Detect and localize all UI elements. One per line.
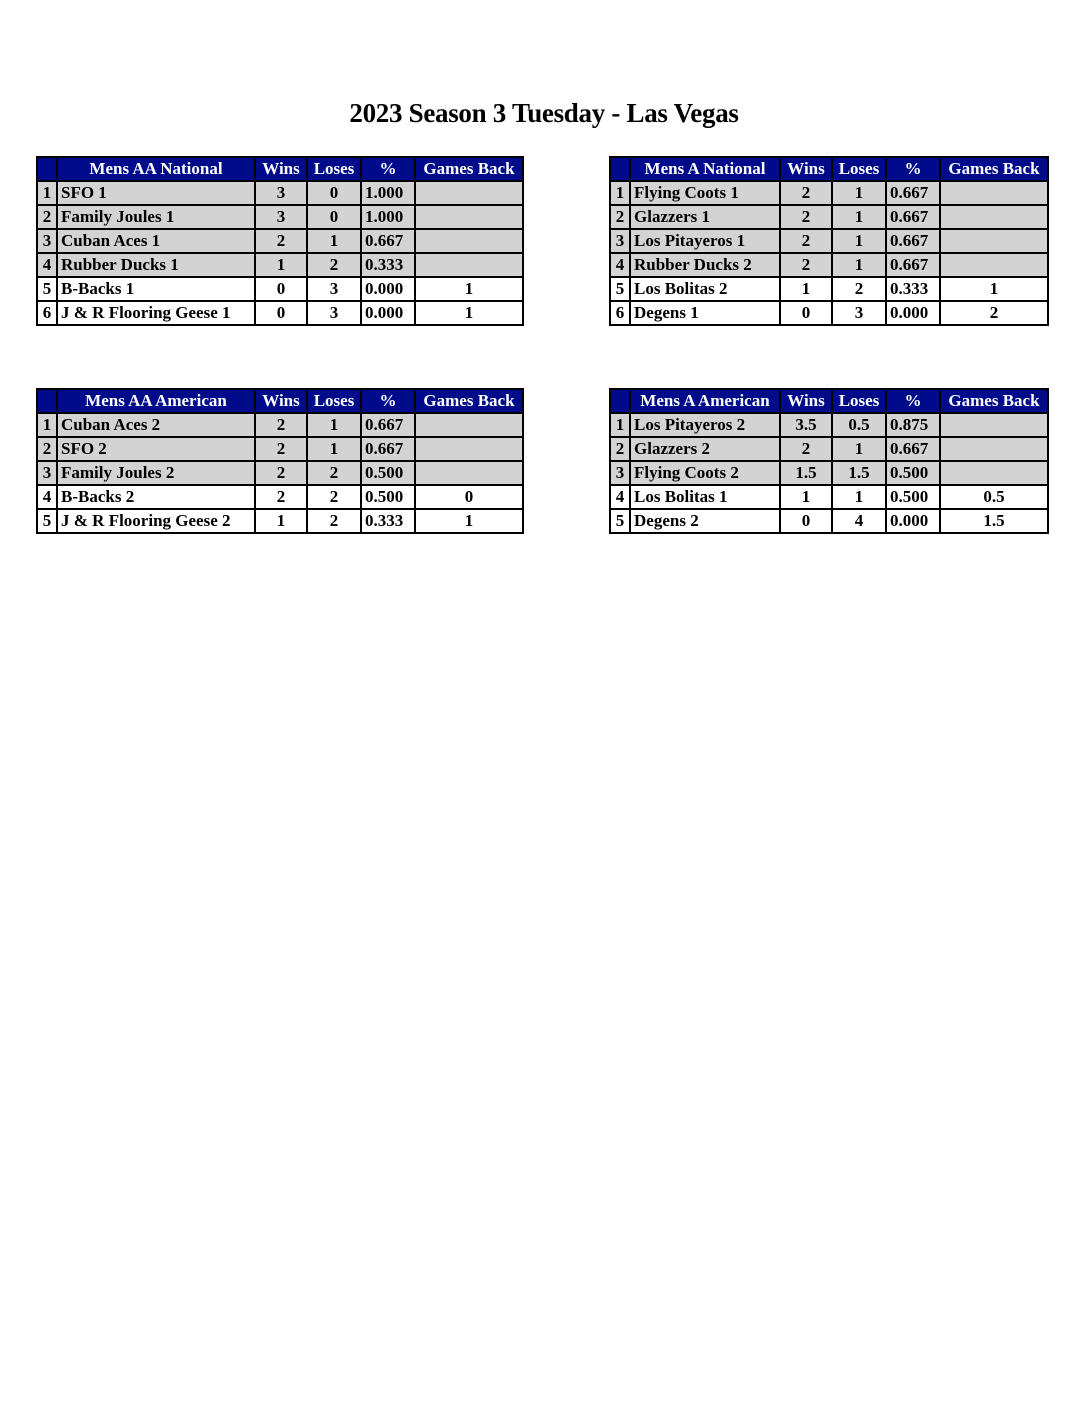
games-back-cell — [940, 181, 1048, 205]
loses-cell: 3 — [307, 301, 361, 325]
games-back-cell: 1 — [415, 509, 523, 533]
table-row — [37, 205, 523, 229]
pct-cell: 0.333 — [361, 253, 415, 277]
pct-cell: 0.667 — [886, 181, 940, 205]
loses-cell: 3 — [307, 277, 361, 301]
division-header: Mens AA National — [57, 157, 255, 181]
table-row — [610, 437, 1048, 461]
rank-cell: 2 — [37, 437, 57, 461]
team-cell: B-Backs 2 — [57, 485, 255, 509]
games-back-cell — [940, 461, 1048, 485]
pct-cell: 0.000 — [886, 509, 940, 533]
table-header-row — [610, 389, 1048, 413]
loses-cell: 2 — [307, 253, 361, 277]
table-row — [37, 253, 523, 277]
pct-cell: 0.000 — [361, 277, 415, 301]
games-back-cell: 1 — [415, 277, 523, 301]
rank-cell: 4 — [37, 485, 57, 509]
games-back-header: Games Back — [415, 157, 523, 181]
games-back-cell: 0.5 — [940, 485, 1048, 509]
table-row — [37, 437, 523, 461]
wins-cell: 0 — [780, 301, 832, 325]
table-row — [610, 181, 1048, 205]
team-cell: Rubber Ducks 1 — [57, 253, 255, 277]
team-cell: Los Pitayeros 2 — [630, 413, 780, 437]
division-header: Mens A American — [630, 389, 780, 413]
team-cell: Cuban Aces 2 — [57, 413, 255, 437]
table-row — [610, 229, 1048, 253]
wins-cell: 2 — [780, 437, 832, 461]
table-header-row — [37, 389, 523, 413]
pct-cell: 0.500 — [361, 461, 415, 485]
pct-cell: 0.667 — [886, 437, 940, 461]
loses-cell: 1 — [307, 229, 361, 253]
games-back-cell: 1 — [940, 277, 1048, 301]
wins-cell: 0 — [255, 277, 307, 301]
loses-cell: 1.5 — [832, 461, 886, 485]
table-row — [610, 509, 1048, 533]
pct-header: % — [361, 157, 415, 181]
table-row — [610, 205, 1048, 229]
pct-cell: 0.500 — [886, 461, 940, 485]
rank-cell: 3 — [37, 229, 57, 253]
table-row — [37, 277, 523, 301]
pct-header: % — [886, 389, 940, 413]
games-back-header: Games Back — [940, 157, 1048, 181]
standings-table-aa-national — [36, 156, 524, 326]
team-cell: Cuban Aces 1 — [57, 229, 255, 253]
games-back-cell — [940, 413, 1048, 437]
rank-cell: 3 — [610, 461, 630, 485]
table-row — [610, 277, 1048, 301]
loses-header: Loses — [307, 389, 361, 413]
rank-cell: 4 — [610, 253, 630, 277]
wins-cell: 2 — [255, 229, 307, 253]
team-cell: Flying Coots 2 — [630, 461, 780, 485]
pct-cell: 0.875 — [886, 413, 940, 437]
games-back-cell — [940, 229, 1048, 253]
team-cell: B-Backs 1 — [57, 277, 255, 301]
games-back-cell — [940, 205, 1048, 229]
team-cell: Glazzers 2 — [630, 437, 780, 461]
games-back-cell — [940, 253, 1048, 277]
games-back-cell — [415, 413, 523, 437]
pct-cell: 0.333 — [361, 509, 415, 533]
pct-cell: 0.667 — [886, 229, 940, 253]
games-back-header: Games Back — [940, 389, 1048, 413]
games-back-cell — [415, 253, 523, 277]
rank-cell: 1 — [610, 413, 630, 437]
table-row — [37, 413, 523, 437]
loses-cell: 1 — [307, 437, 361, 461]
team-cell: Degens 2 — [630, 509, 780, 533]
loses-cell: 1 — [832, 485, 886, 509]
rank-header — [610, 157, 630, 181]
pct-cell: 1.000 — [361, 181, 415, 205]
wins-header: Wins — [780, 389, 832, 413]
team-cell: SFO 2 — [57, 437, 255, 461]
loses-header: Loses — [832, 157, 886, 181]
wins-cell: 3 — [255, 205, 307, 229]
table-row — [37, 229, 523, 253]
team-cell: Los Bolitas 1 — [630, 485, 780, 509]
table-row — [37, 461, 523, 485]
wins-cell: 1.5 — [780, 461, 832, 485]
wins-cell: 1 — [255, 253, 307, 277]
wins-cell: 1 — [780, 277, 832, 301]
games-back-cell — [415, 205, 523, 229]
pct-cell: 0.000 — [886, 301, 940, 325]
pct-cell: 1.000 — [361, 205, 415, 229]
loses-cell: 0 — [307, 181, 361, 205]
rank-header — [37, 157, 57, 181]
standings-table-a-national — [609, 156, 1049, 326]
table-row — [37, 301, 523, 325]
table-row — [37, 485, 523, 509]
wins-cell: 1 — [780, 485, 832, 509]
wins-header: Wins — [255, 157, 307, 181]
loses-cell: 1 — [832, 437, 886, 461]
pct-cell: 0.667 — [361, 413, 415, 437]
pct-cell: 0.500 — [361, 485, 415, 509]
games-back-cell — [415, 229, 523, 253]
wins-cell: 2 — [255, 413, 307, 437]
rank-cell: 2 — [37, 205, 57, 229]
page-title: 2023 Season 3 Tuesday - Las Vegas — [349, 98, 739, 128]
table-row — [37, 181, 523, 205]
wins-header: Wins — [780, 157, 832, 181]
loses-cell: 2 — [307, 509, 361, 533]
games-back-cell: 1 — [415, 301, 523, 325]
standings-table-a-american — [609, 388, 1049, 534]
team-cell: Los Pitayeros 1 — [630, 229, 780, 253]
table-row — [610, 485, 1048, 509]
games-back-cell — [415, 181, 523, 205]
wins-cell: 3.5 — [780, 413, 832, 437]
table-header-row — [610, 157, 1048, 181]
team-cell: J & R Flooring Geese 1 — [57, 301, 255, 325]
games-back-cell — [940, 437, 1048, 461]
team-cell: Rubber Ducks 2 — [630, 253, 780, 277]
team-cell: Glazzers 1 — [630, 205, 780, 229]
team-cell: Family Joules 2 — [57, 461, 255, 485]
pct-cell: 0.333 — [886, 277, 940, 301]
loses-cell: 1 — [307, 413, 361, 437]
loses-cell: 1 — [832, 181, 886, 205]
loses-cell: 0.5 — [832, 413, 886, 437]
wins-header: Wins — [255, 389, 307, 413]
loses-cell: 2 — [307, 461, 361, 485]
rank-cell: 1 — [37, 413, 57, 437]
rank-header — [37, 389, 57, 413]
wins-cell: 1 — [255, 509, 307, 533]
team-cell: Los Bolitas 2 — [630, 277, 780, 301]
rank-cell: 5 — [610, 509, 630, 533]
wins-cell: 2 — [780, 229, 832, 253]
loses-cell: 4 — [832, 509, 886, 533]
rank-cell: 3 — [610, 229, 630, 253]
loses-cell: 2 — [832, 277, 886, 301]
games-back-cell: 0 — [415, 485, 523, 509]
wins-cell: 0 — [780, 509, 832, 533]
pct-cell: 0.667 — [361, 229, 415, 253]
table-row — [37, 509, 523, 533]
games-back-cell: 2 — [940, 301, 1048, 325]
rank-cell: 5 — [37, 277, 57, 301]
games-back-cell — [415, 461, 523, 485]
games-back-cell: 1.5 — [940, 509, 1048, 533]
team-cell: Degens 1 — [630, 301, 780, 325]
rank-cell: 5 — [610, 277, 630, 301]
team-cell: J & R Flooring Geese 2 — [57, 509, 255, 533]
rank-cell: 3 — [37, 461, 57, 485]
loses-cell: 2 — [307, 485, 361, 509]
loses-cell: 1 — [832, 205, 886, 229]
pct-cell: 0.667 — [886, 205, 940, 229]
rank-cell: 6 — [610, 301, 630, 325]
pct-cell: 0.500 — [886, 485, 940, 509]
team-cell: Flying Coots 1 — [630, 181, 780, 205]
rank-cell: 2 — [610, 437, 630, 461]
rank-cell: 6 — [37, 301, 57, 325]
loses-cell: 1 — [832, 229, 886, 253]
team-cell: SFO 1 — [57, 181, 255, 205]
pct-header: % — [886, 157, 940, 181]
rank-header — [610, 389, 630, 413]
games-back-header: Games Back — [415, 389, 523, 413]
loses-header: Loses — [307, 157, 361, 181]
division-header: Mens A National — [630, 157, 780, 181]
loses-cell: 0 — [307, 205, 361, 229]
wins-cell: 2 — [780, 181, 832, 205]
wins-cell: 2 — [255, 461, 307, 485]
table-row — [610, 253, 1048, 277]
pct-cell: 0.667 — [361, 437, 415, 461]
loses-cell: 1 — [832, 253, 886, 277]
table-header-row — [37, 157, 523, 181]
loses-header: Loses — [832, 389, 886, 413]
wins-cell: 2 — [780, 253, 832, 277]
rank-cell: 1 — [37, 181, 57, 205]
division-header: Mens AA American — [57, 389, 255, 413]
wins-cell: 2 — [255, 485, 307, 509]
rank-cell: 4 — [37, 253, 57, 277]
rank-cell: 1 — [610, 181, 630, 205]
table-row — [610, 301, 1048, 325]
pct-cell: 0.667 — [886, 253, 940, 277]
pct-cell: 0.000 — [361, 301, 415, 325]
wins-cell: 2 — [780, 205, 832, 229]
loses-cell: 3 — [832, 301, 886, 325]
standings-table-aa-american — [36, 388, 524, 534]
rank-cell: 2 — [610, 205, 630, 229]
pct-header: % — [361, 389, 415, 413]
wins-cell: 3 — [255, 181, 307, 205]
wins-cell: 0 — [255, 301, 307, 325]
team-cell: Family Joules 1 — [57, 205, 255, 229]
games-back-cell — [415, 437, 523, 461]
table-row — [610, 413, 1048, 437]
wins-cell: 2 — [255, 437, 307, 461]
rank-cell: 4 — [610, 485, 630, 509]
rank-cell: 5 — [37, 509, 57, 533]
table-row — [610, 461, 1048, 485]
